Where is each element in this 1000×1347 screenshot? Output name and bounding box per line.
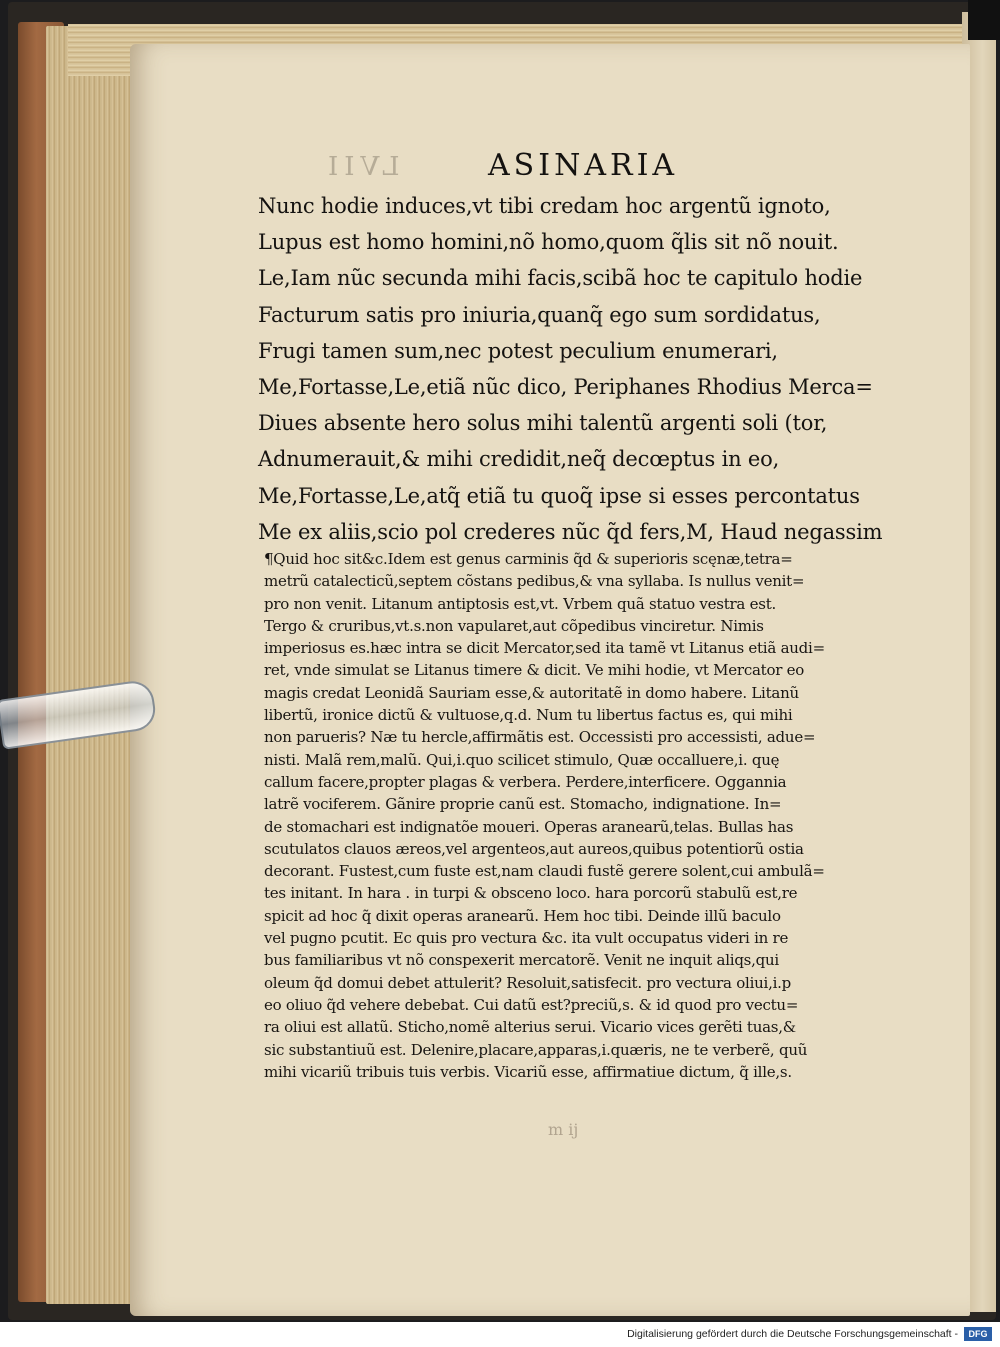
commentary-line: non parueris? Næ tu hercle,affirmãtis est. Occessisti pro accessisti, adue= [264,728,816,747]
bleed-through-signature: m ij [548,1120,579,1139]
verse-text-block [258,188,898,550]
commentary-line: nisti. Malã rem,malũ. Qui,i.quo scilicet stimulo, Quæ occalluere,i. quę [264,750,780,769]
scan-background-corner [968,0,1000,40]
bleed-through-folio: LVII [322,152,400,182]
verse-line: Lupus est homo homini,nõ homo,quom q̃lis sit nõ nouit. [258,230,839,255]
verse-line: Me ex aliis,scio pol crederes nũc q̃d fers,M, Haud negassim [258,519,883,544]
commentary-line: ¶Quid hoc sit&c.Idem est genus carminis q̃d & superioris scęnæ,tetra= [264,550,793,568]
verse-line: Nunc hodie induces,vt tibi credam hoc argentũ ignoto, [258,194,831,218]
commentary-text-block [264,548,910,1083]
verse-line: Diues absente hero solus mihi talentũ argenti soli (tor, [258,411,828,436]
commentary-line: latrẽ vociferem. Gãnire proprie canũ est. Stomacho, indignatione. In= [264,795,782,814]
commentary-line: tes initant. In hara . in turpi & obsceno loco. hara porcorũ stabulũ est,re [264,884,798,903]
commentary-line: oleum q̃d domui debet attulerit? Resoluit,satisfecit. pro vectura oliui,i.p [264,973,792,992]
commentary-line: libertũ, ironice dictũ & vultuose,q.d. Num tu libertus factus es, qui mihi [264,706,793,725]
commentary-line: imperiosus es.hæc intra se dicit Mercator,sed ita tamẽ vt Litanus etiã audi= [264,639,825,658]
commentary-line: de stomachari est indignatõe moueri. Operas aranearũ,telas. Bullas has [264,817,794,836]
commentary-line: Tergo & cruribus,vt.s.non vapularet,aut cõpedibus vinciretur. Nimis [264,616,764,635]
commentary-line: ra oliui est allatũ. Sticho,nomẽ alterius serui. Vicario vices gerẽti tuas,& [264,1018,796,1037]
commentary-line: decorant. Fustest,cum fuste est,nam claudi fustẽ gerere solent,cui ambulã= [264,862,825,881]
commentary-line: mihi vicariũ tribuis tuis verbis. Vicariũ esse, affirmatiue dictum, q̃ ille,s. [264,1062,792,1081]
running-head-title: ASINARIA [488,148,679,183]
verse-line: Facturum satis pro iniuria,quanq̃ ego sum sordidatus, [258,302,821,327]
commentary-line: magis credat Leonidã Sauriam esse,& autoritatẽ in domo habere. Litanũ [264,683,799,702]
commentary-line: pro non venit. Litanum antiptosis est,vt. Vrbem quã statuo vestra est. [264,594,776,613]
commentary-line: metrũ catalecticũ,septem cõstans pedibus,& vna syllaba. Is nullus venit= [264,572,805,591]
verse-line: Le,Iam nũc secunda mihi facis,scibã hoc te capitulo hodie [258,266,863,291]
commentary-line: scutulatos clauos æreos,vel argenteos,aut aureos,quibus potentiorũ ostia [264,839,804,858]
commentary-line: ret, vnde simulat se Litanus timere & dicit. Ve mihi hodie, vt Mercator eo [264,661,805,680]
verse-line: Adnumerauit,& mihi credidit,neq̃ decœptus in eo, [258,447,780,472]
verse-line: Frugi tamen sum,nec potest peculium enumerari, [258,338,778,363]
commentary-line: bus familiaribus vt nõ conspexerit mercatorẽ. Venit ne inquit aliqs,qui [264,951,779,970]
footer-credit-text: Digitalisierung gefördert durch die Deutsche Forschungsgemeinschaft - [627,1328,958,1340]
commentary-line: sic substantiuũ est. Delenire,placare,apparas,i.quæris, ne te verberẽ, quũ [264,1040,808,1059]
dfg-logo-icon: DFG [964,1327,992,1341]
commentary-line: vel pugno pcutit. Ec quis pro vectura &c. ita vult occupatus videri in re [264,929,789,948]
commentary-line: callum facere,propter plagas & verbera. Perdere,interficere. Oggannia [264,772,787,791]
verse-line: Me,Fortasse,Le,etiã nũc dico, Periphanes Rhodius Merca= [258,374,873,399]
commentary-line: eo oliuo q̃d vehere debebat. Cui datũ est?preciũ,s. & id quod pro vectu= [264,995,799,1014]
footer-bar [0,1322,1000,1347]
verse-line: Me,Fortasse,Le,atq̃ etiã tu quoq̃ ipse si esses percontatus [258,483,860,508]
commentary-line: spicit ad hoc q̃ dixit operas aranearũ. Hem hoc tibi. Deinde illũ baculo [264,906,781,925]
